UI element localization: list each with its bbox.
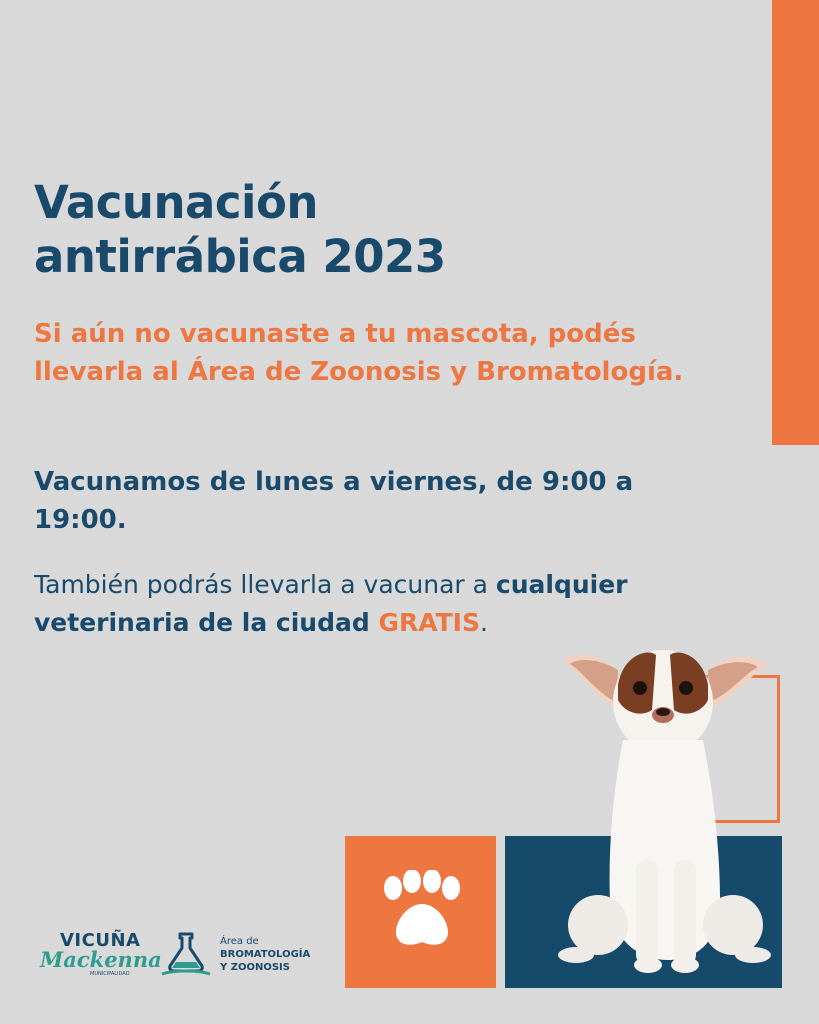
logo-vicuna-small: MUNICIPALIDAD: [90, 971, 130, 977]
schedule-text: Vacunamos de lunes a viernes, de 9:00 a 19:00.: [34, 467, 634, 535]
veterinary-text-part4: .: [480, 608, 488, 637]
logo-vicuna-top: VICUÑA: [60, 930, 141, 951]
area-logo-line2: BROMATOLOGÍA: [220, 949, 311, 960]
title-line-1: Vacunación: [34, 176, 318, 229]
vaccination-info-text: Si aún no vacunaste a tu mascota, podés llevarla al Área de Zoonosis y Bromatología.: [34, 319, 684, 387]
area-logo-line1: Área de: [220, 936, 259, 947]
paw-icon: [376, 870, 466, 952]
veterinary-text-part1: También podrás llevarla a vacunar a: [34, 570, 496, 599]
veterinary-text-part2: cualquier veterinaria de la ciudad: [34, 570, 628, 637]
page-title: [34, 176, 446, 284]
logo-vicuna-bottom: Mackenna: [40, 947, 162, 972]
flask-icon: [160, 930, 212, 976]
veterinary-info-text: [34, 566, 714, 642]
dog-illustration: [548, 640, 778, 980]
title-line-2: antirrábica 2023: [34, 230, 446, 283]
vicuna-mackenna-logo: [38, 930, 162, 978]
area-logo-line3: Y ZOONOSIS: [220, 962, 290, 973]
free-label: GRATIS: [378, 608, 480, 637]
area-bromatologia-logo: [220, 935, 310, 974]
orange-accent-bar: [772, 0, 819, 445]
